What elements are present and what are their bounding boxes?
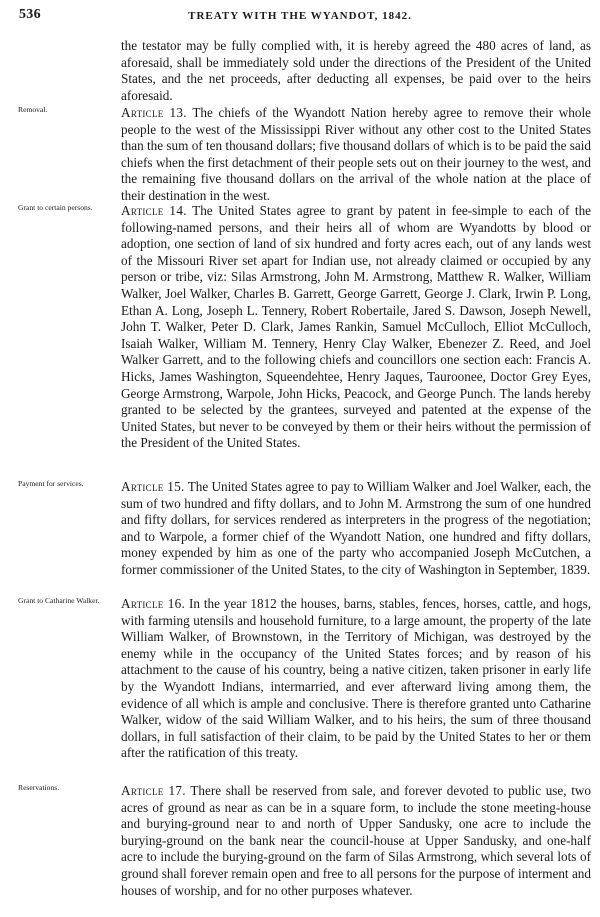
margin-note: Removal. (18, 105, 48, 114)
article-paragraph (121, 203, 591, 452)
margin-note: Payment for services. (18, 479, 84, 488)
margin-note: Grant to certain persons. (18, 203, 93, 212)
article-label: Article 14. (121, 203, 187, 218)
article-text: The United States agree to pay to William Walker and Joel Walker, each, the sum of two hundred and fifty dollars, and to John M. Armstrong the sum of one hundred and fifty dollars, for services rendered as interpreters in the progress of the negotiation; and to Warpole, a former chief of the Wyandott Nation, one hundred and fifty dollars, money expended by him as one of the party who accompanied Joseph McCutchen, a former commissioner of the United States, to the city of Washington in September, 1839. (121, 479, 591, 577)
article-label: Article 13. (121, 105, 187, 120)
running-title: TREATY WITH THE WYANDOT, 1842. (188, 10, 412, 22)
page-number: 536 (19, 7, 41, 22)
article-text: The chiefs of the Wyandott Nation hereby agree to remove their whole people to the west of the Mississippi River without any other cost to the United States than the sum of ten thousand dollars; five thousand dollars of which is to be paid the said chiefs when the first detachment of their people sets out on their journey to the west, and the remaining five thousand dollars on the arrival of the whole nation at the place of their destination in the west. (121, 105, 592, 203)
article-text: There shall be reserved from sale, and forever devoted to public use, two acres of ground as near as can be in a square form, to include the stone meeting-house and burying-ground near to and north of Upper Sandusky, one acre to include the burying-ground on the bank near the council-house at Upper Sandusky, and one-half acre to include the burying-ground on the farm of Silas Armstrong, which several lots of ground shall forever remain open and free to all persons for the purpose of interment and houses of worship, and for no other purposes whatever. (121, 783, 592, 898)
article-label: Article 15. (121, 479, 185, 494)
article-text: The United States agree to grant by patent in fee-simple to each of the following-named persons, and their heirs all of whom are Wyandotts by blood or adoption, one section of land of six hundred and forty acres each, out of any lands west of the Missouri River set apart for Indian use, not already claimed or occupied by any person or tribe, viz: Silas Armstrong, John M. Armstrong, Matthew R. Walker, William Walker, Joel Walker, Charles B. Garrett, George Garrett, George J. Clark, Irwin P. Long, Ethan A. Long, Joseph L. Tennery, Robert Robertaile, Jared S. Dawson, Joseph Newell, John T. Walker, Peter D. Clark, James Rankin, Samuel McCulloch, Elliot McCulloch, Isaiah Walker, William M. Tennery, Henry Clay Walker, Ebenezer Z. Reed, and Joel Walker Garrett, and to the following chiefs and councillors one section each: Francis A. Hicks, James Washington, Squeendehtee, Henry Jaques, Tauroonee, Doctor Grey Eyes, George Armstrong, Warpole, John Hicks, Peacock, and George Punch. The lands hereby granted to be selected by the grantees, surveyed and patented at the expense of the United States, but never to be conveyed by them or their heirs without the permission of the President of the United States. (121, 203, 592, 451)
article-paragraph (121, 105, 591, 205)
continuation-paragraph: the testator may be fully complied with, it is hereby agreed the 480 acres of land, as aforesaid, shall be immediately sold under the directions of the President of the United States, and the net proceeds, after deducting all expenses, be paid over to the heirs aforesaid. (121, 38, 591, 103)
margin-note: Grant to Catharine Walker. (18, 596, 100, 605)
article-paragraph (121, 596, 591, 762)
article-text: In the year 1812 the houses, barns, stables, fences, horses, cattle, and hogs, with farming utensils and household furniture, to a large amount, the property of the late William Walker, of Brownstown, in the Territory of Michigan, was destroyed by the enemy while in the occupancy of the United States forces; and by reason of his attachment to the cause of his country, being a native citizen, taken prisoner in early life by the Wyandott Indians, intermarried, and ever afterward living among them, the evidence of all which is ample and conclusive. There is therefore granted unto Catharine Walker, widow of the said William Walker, and to his heirs, the sum of three thousand dollars, in full satisfaction of their claim, to be paid by the United States to her or them after the ratification of this treaty. (121, 596, 592, 761)
article-label: Article 16. (121, 596, 186, 611)
article-paragraph (121, 479, 591, 579)
article-paragraph (121, 783, 591, 899)
article-label: Article 17. (121, 783, 186, 798)
margin-note: Reservations. (18, 783, 60, 792)
